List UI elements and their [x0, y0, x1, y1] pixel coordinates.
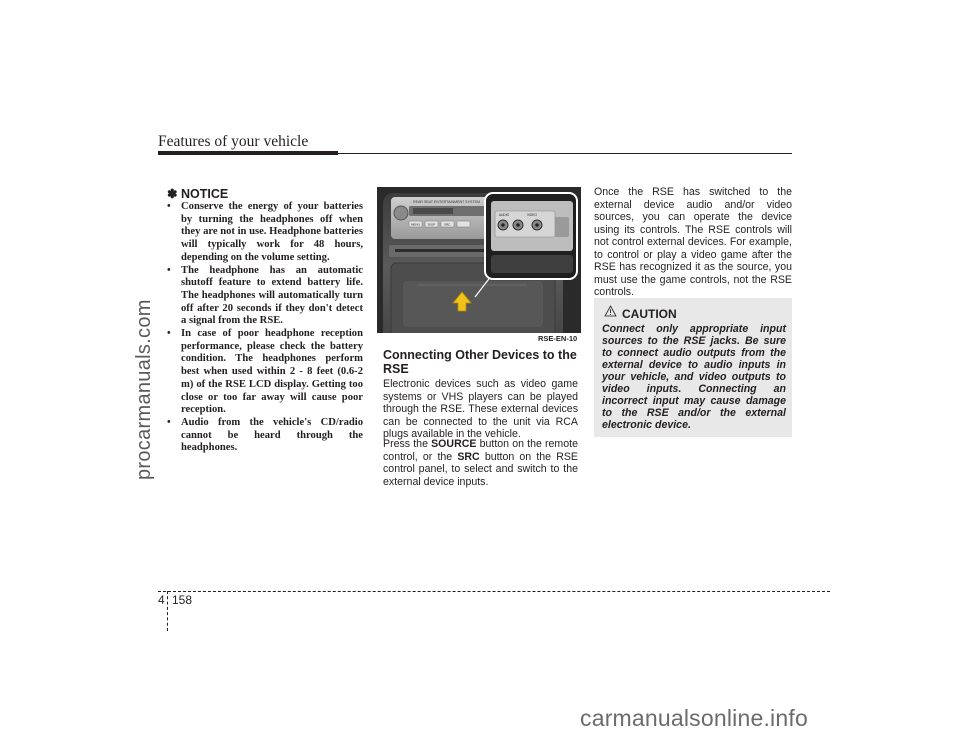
- warning-triangle-icon: [604, 305, 617, 317]
- caution-text: Connect only appropriate input sources to the RSE jacks. Be sure to connect audio outputs from the external device to audio inputs in your vehicle, and video outputs to video inputs. Connecting an incorrect input may cause damage to the RSE and/or the external electronic device.: [602, 323, 786, 431]
- connect-paragraph-2: [383, 438, 578, 488]
- footer-watermark: carmanualsonline.info: [580, 705, 808, 731]
- header-rule-thin: [338, 153, 792, 154]
- para2-text-a: Press the: [383, 438, 432, 450]
- page-number: 158: [172, 593, 193, 607]
- panel-label: REAR SEAT ENTERTAINMENT SYSTEM: [413, 200, 480, 204]
- footer-vertical-dashed-rule: [167, 591, 168, 631]
- notice-star-icon: ✽: [167, 187, 178, 201]
- notice-item: • In case of poor headphone reception performance, please check the battery condition. The headphones perform best when used within 2 - 8 feet (0.6-2 m) of the RSE LCD display. Getting too close or too far away will cause poor reception.: [167, 328, 363, 417]
- connect-paragraph-1: Electronic devices such as video game systems or VHS players can be played through the RSE. These external devices can be connected to the unit via RCA plugs available in the vehicle.: [383, 378, 578, 440]
- disp-btn-label: DISP: [428, 222, 436, 227]
- source-button-ref: SOURCE: [431, 438, 477, 450]
- figure-caption: RSE-EN-10: [538, 334, 578, 343]
- para2-text-b: button on the remote control, or the: [383, 438, 578, 463]
- para2-text-c: button on the RSE control panel, to select and switch to the external device inputs.: [383, 450, 578, 488]
- audio-jack-label: AUDIO: [499, 213, 510, 217]
- notice-item: • Conserve the energy of your batteries by turning the headphones off when they are not in use. Headphone batteries will typically work for 48 hours, depending on the volume setting.: [167, 201, 363, 265]
- menu-btn-label: MENU: [411, 222, 420, 227]
- notice-item: • The headphone has an automatic shutoff feature to extend battery life. The headphones will automatically turn off after 20 seconds if they don't detect a signal from the RSE.: [167, 265, 363, 329]
- video-jack-label: VIDEO: [527, 213, 537, 217]
- external-controls-paragraph: Once the RSE has switched to the external device audio and/or video sources, you can operate the device using its controls. The RSE controls will not control external devices. For example, to control or play a video game after the RSE has recognized it as the source, you must use the game controls, not the RSE controls.: [594, 186, 792, 298]
- footer-dashed-rule: [158, 591, 830, 592]
- notice-list: [167, 201, 363, 455]
- notice-item: • Audio from the vehicle's CD/radio cannot be heard through the headphones.: [167, 417, 363, 455]
- notice-title: [167, 186, 228, 201]
- header-rule-thick: [158, 151, 338, 155]
- side-watermark: procarmanuals.com: [133, 299, 155, 480]
- section-title: Features of your vehicle: [158, 133, 309, 150]
- chapter-number: 4: [158, 593, 165, 607]
- caution-title: CAUTION: [622, 307, 677, 321]
- src-button-ref: SRC: [457, 450, 480, 463]
- connect-heading: Connecting Other Devices to the RSE: [383, 348, 577, 376]
- src-btn-label: SRC: [444, 222, 451, 227]
- notice-title-label: NOTICE: [180, 187, 229, 201]
- rse-unit-photo: [377, 187, 581, 346]
